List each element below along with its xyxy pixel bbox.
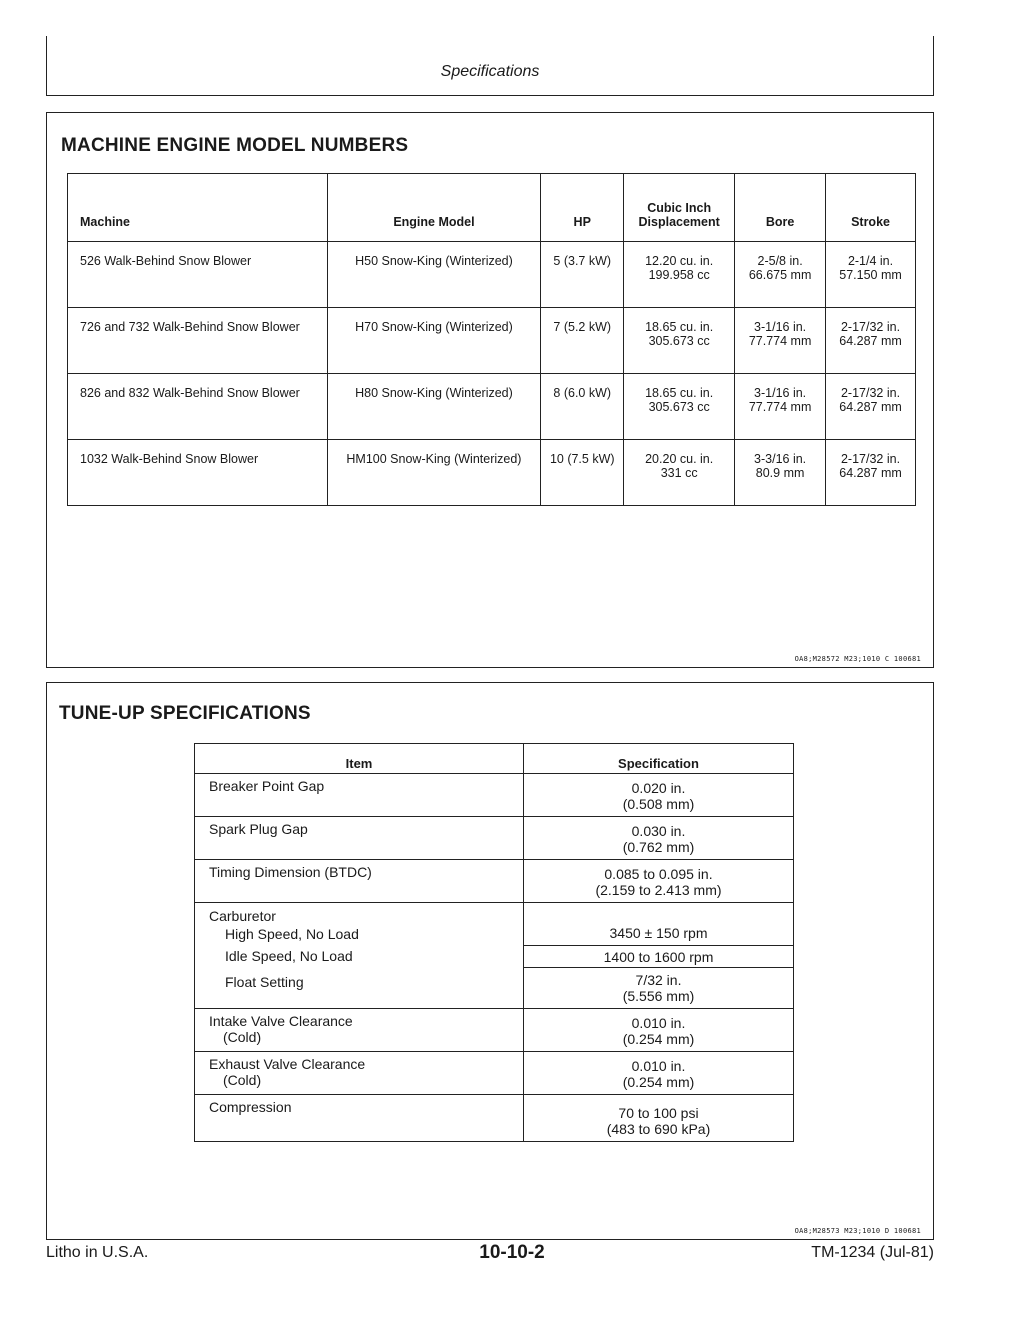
- table-row: [195, 817, 794, 860]
- header-title: Specifications: [440, 63, 540, 80]
- col-header-specification: Specification: [524, 744, 794, 774]
- col-header-displacement-line1: Cubic Inch: [647, 201, 712, 215]
- cell-engine: H70 Snow-King (Winterized): [327, 308, 541, 374]
- cell-item: Spark Plug Gap: [195, 817, 524, 860]
- table-row: [68, 440, 916, 506]
- machine-table-header-row: [68, 174, 916, 242]
- cell-spec: [524, 903, 794, 1009]
- cell-stroke-mm: 64.287 mm: [839, 466, 902, 480]
- carb-sub-high: High Speed, No Load: [225, 926, 359, 942]
- item-line: Exhaust Valve Clearance: [209, 1056, 366, 1072]
- machine-engine-section: [46, 112, 934, 668]
- col-header-bore: Bore: [735, 174, 826, 242]
- spec-line: (2.159 to 2.413 mm): [595, 882, 722, 898]
- cell-disp-cc: 331 cc: [660, 466, 698, 480]
- cell-hp: 7 (5.2 kW): [541, 308, 624, 374]
- footer-litho: Litho in U.S.A.: [46, 1244, 149, 1261]
- col-header-stroke: Stroke: [826, 174, 916, 242]
- cell-stroke: [826, 308, 916, 374]
- spec-line: (0.254 mm): [622, 1074, 695, 1090]
- cell-item: [195, 1052, 524, 1095]
- cell-hp: 10 (7.5 kW): [541, 440, 624, 506]
- cell-engine: HM100 Snow-King (Winterized): [327, 440, 541, 506]
- spec-line: 0.010 in.: [631, 1058, 686, 1074]
- spec-line: 0.020 in.: [631, 780, 686, 796]
- spec-line: 7/32 in.: [635, 972, 682, 988]
- cell-stroke-in: 2-17/32 in.: [840, 386, 901, 400]
- spec-float: [524, 967, 793, 1008]
- cell-displacement: [624, 308, 735, 374]
- cell-bore: [735, 242, 826, 308]
- cell-disp-cc: 305.673 cc: [648, 334, 710, 348]
- col-header-item: Item: [195, 744, 524, 774]
- cell-hp: 8 (6.0 kW): [541, 374, 624, 440]
- cell-stroke-mm: 57.150 mm: [839, 268, 902, 282]
- tune-ref-code: OA8;M28573 M23;1010 D 100681: [794, 1227, 921, 1235]
- footer-manual-number: TM-1234 (Jul-81): [811, 1244, 934, 1261]
- tune-table-header-row: [195, 744, 794, 774]
- cell-spec: [524, 1095, 794, 1142]
- spec-high-speed: 3450 ± 150 rpm: [609, 925, 708, 941]
- cell-bore: [735, 374, 826, 440]
- cell-stroke-in: 2-17/32 in.: [840, 320, 901, 334]
- table-row: [195, 774, 794, 817]
- cell-bore: [735, 308, 826, 374]
- cell-hp: 5 (3.7 kW): [541, 242, 624, 308]
- cell-stroke-mm: 64.287 mm: [839, 334, 902, 348]
- cell-disp-cc: 305.673 cc: [648, 400, 710, 414]
- cell-item: Breaker Point Gap: [195, 774, 524, 817]
- cell-spec: [524, 1052, 794, 1095]
- table-row: [68, 242, 916, 308]
- table-row: [195, 903, 794, 1009]
- col-header-hp: HP: [541, 174, 624, 242]
- tune-up-table: [194, 743, 794, 1142]
- spec-line: 70 to 100 psi: [618, 1105, 699, 1121]
- table-row: [195, 1009, 794, 1052]
- cell-bore-mm: 80.9 mm: [755, 466, 805, 480]
- cell-bore-mm: 77.774 mm: [748, 400, 812, 414]
- cell-bore-in: 3-1/16 in.: [754, 386, 807, 400]
- cell-disp-cc: 199.958 cc: [648, 268, 710, 282]
- cell-stroke: [826, 440, 916, 506]
- cell-bore-mm: 66.675 mm: [748, 268, 812, 282]
- table-row: [68, 308, 916, 374]
- cell-engine: H50 Snow-King (Winterized): [327, 242, 541, 308]
- carb-sub-float: Float Setting: [225, 974, 304, 990]
- cell-spec: [524, 817, 794, 860]
- table-row: [68, 374, 916, 440]
- cell-bore-in: 3-3/16 in.: [754, 452, 807, 466]
- cell-item: [195, 903, 524, 1009]
- spec-idle-speed: 1400 to 1600 rpm: [524, 945, 793, 967]
- item-line: Intake Valve Clearance: [209, 1013, 353, 1029]
- cell-spec: [524, 1009, 794, 1052]
- cell-stroke-mm: 64.287 mm: [839, 400, 902, 414]
- carb-sub-idle: Idle Speed, No Load: [225, 948, 353, 964]
- table-row: [195, 1095, 794, 1142]
- cell-spec: [524, 774, 794, 817]
- spec-line: 0.030 in.: [631, 823, 686, 839]
- spec-line: (483 to 690 kPa): [606, 1121, 711, 1137]
- cell-bore: [735, 440, 826, 506]
- cell-disp-in: 20.20 cu. in.: [645, 452, 714, 466]
- cell-item: Timing Dimension (BTDC): [195, 860, 524, 903]
- spec-line: (0.254 mm): [622, 1031, 695, 1047]
- spec-line: (0.508 mm): [622, 796, 695, 812]
- col-header-machine: Machine: [68, 174, 328, 242]
- cell-stroke: [826, 374, 916, 440]
- machine-ref-code: OA8;M28572 M23;1010 C 100681: [794, 655, 921, 663]
- col-header-displacement-line2: Displacement: [638, 215, 720, 229]
- tune-section-title: TUNE-UP SPECIFICATIONS: [59, 703, 311, 724]
- cell-disp-in: 12.20 cu. in.: [645, 254, 714, 268]
- cell-machine: 726 and 732 Walk-Behind Snow Blower: [68, 308, 328, 374]
- cell-stroke: [826, 242, 916, 308]
- cell-displacement: [624, 440, 735, 506]
- table-row: [195, 1052, 794, 1095]
- tune-up-section: [46, 682, 934, 1240]
- machine-engine-table: [67, 173, 916, 506]
- col-header-engine-model: Engine Model: [327, 174, 541, 242]
- spec-line: (5.556 mm): [622, 988, 695, 1004]
- cell-disp-in: 18.65 cu. in.: [645, 386, 714, 400]
- spec-line: (0.762 mm): [622, 839, 695, 855]
- machine-section-title: MACHINE ENGINE MODEL NUMBERS: [61, 135, 409, 156]
- cell-bore-in: 2-5/8 in.: [757, 254, 803, 268]
- cell-machine: 826 and 832 Walk-Behind Snow Blower: [68, 374, 328, 440]
- cell-stroke-in: 2-17/32 in.: [840, 452, 901, 466]
- cell-disp-in: 18.65 cu. in.: [645, 320, 714, 334]
- footer-page-number: 10-10-2: [479, 1242, 545, 1263]
- table-row: [195, 860, 794, 903]
- item-line: (Cold): [223, 1072, 262, 1088]
- col-header-displacement: [624, 174, 735, 242]
- cell-spec: [524, 860, 794, 903]
- cell-item: [195, 1009, 524, 1052]
- item-line: (Cold): [223, 1029, 262, 1045]
- spec-line: 0.010 in.: [631, 1015, 686, 1031]
- spec-line: 0.085 to 0.095 in.: [604, 866, 713, 882]
- cell-displacement: [624, 242, 735, 308]
- cell-stroke-in: 2-1/4 in.: [847, 254, 894, 268]
- cell-machine: 1032 Walk-Behind Snow Blower: [68, 440, 328, 506]
- cell-bore-mm: 77.774 mm: [748, 334, 812, 348]
- cell-displacement: [624, 374, 735, 440]
- cell-engine: H80 Snow-King (Winterized): [327, 374, 541, 440]
- cell-item: Compression: [195, 1095, 524, 1142]
- page-header: [46, 36, 934, 96]
- carburetor-label: Carburetor: [209, 908, 276, 924]
- cell-machine: 526 Walk-Behind Snow Blower: [68, 242, 328, 308]
- cell-bore-in: 3-1/16 in.: [754, 320, 807, 334]
